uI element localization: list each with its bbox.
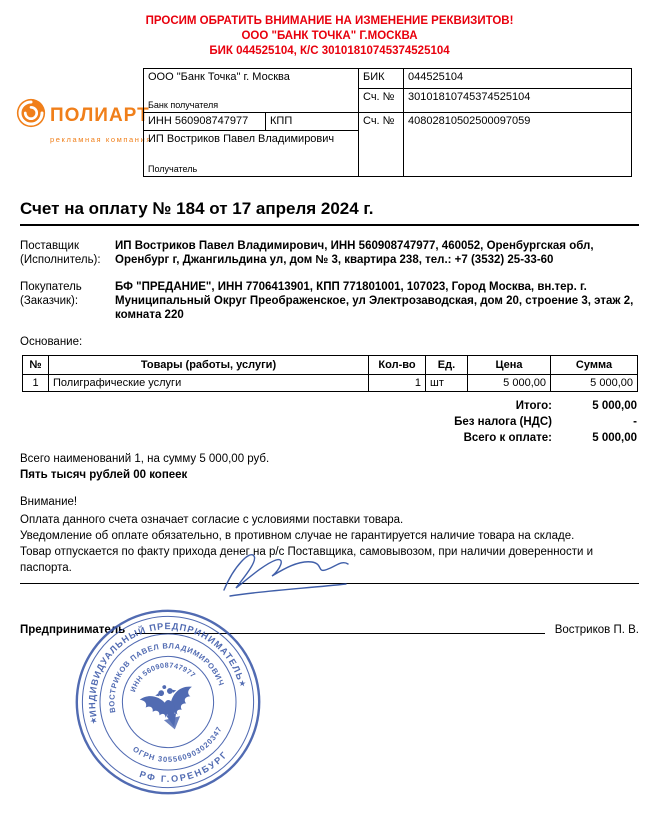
items-count-line: Всего наименований 1, на сумму 5 000,00 руб. — [20, 453, 270, 465]
notice-line-3: БИК 044525104, К/С 30101810745374525104 — [209, 45, 450, 57]
notice-line-1: Оплата данного счета означает согласие с условиями поставки товара. — [20, 514, 404, 526]
requisites-change-notice — [0, 0, 659, 59]
bank-caption: Банк получателя — [148, 100, 219, 110]
kpp-label: КПП — [266, 113, 359, 131]
buyer-value: БФ "ПРЕДАНИЕ", ИНН 7706413901, КПП 771801001, 107023, Город Москва, вн.тер. г. Муниципальный Округ Преображенское, ул Электрозаводская, дом 20, строение 3, этаж 2, комната 220 — [115, 281, 634, 321]
col-unit: Ед. — [426, 356, 468, 375]
supplier-label — [20, 239, 115, 267]
items-header-row — [23, 356, 638, 375]
company-logo — [16, 68, 152, 177]
col-sum: Сумма — [551, 356, 638, 375]
notice-line-3: Товар отпускается по факту прихода денег на р/с Поставщика, самовывозом, при наличии доверенности и паспорта. — [20, 546, 594, 574]
notice-line-1: ПРОСИМ ОБРАТИТЬ ВНИМАНИЕ НА ИЗМЕНЕНИЕ РЕКВИЗИТОВ! — [145, 15, 514, 27]
total-row-vsego — [22, 430, 637, 446]
buyer-label-line1: Покупатель — [20, 281, 82, 293]
invoice-title: Счет на оплату № 184 от 17 апреля 2024 г. — [20, 199, 374, 218]
items-table — [22, 355, 638, 392]
bank-requisites-table — [143, 68, 632, 177]
col-price: Цена — [468, 356, 551, 375]
cell-price: 5 000,00 — [468, 375, 551, 392]
stamp-text-individual-entrepreneur: ИНДИВИДУАЛЬНЫЙ ПРЕДПРИНИМАТЕЛЬ — [87, 621, 246, 718]
account-value: 40802810502500097059 — [404, 113, 632, 177]
supplier-block — [20, 239, 639, 267]
recipient-caption: Получатель — [148, 164, 198, 174]
totals-block — [22, 398, 637, 446]
stamp-text-city: РФ Г.ОРЕНБУРГ — [138, 748, 231, 785]
logo-row — [16, 98, 150, 133]
total-value: 5 000,00 — [592, 400, 637, 412]
stamp-star-right: ★ — [237, 679, 248, 688]
inn-cell: ИНН 560908747977 — [144, 113, 266, 131]
stamp-text-inn: ИНН 560908747977 — [128, 660, 198, 694]
cell-unit: шт — [426, 375, 468, 392]
title-divider — [20, 224, 639, 226]
recipient-name: ИП Востриков Павел Владимирович — [148, 133, 335, 145]
supplier-label-line1: Поставщик — [20, 240, 79, 252]
supplier-value: ИП Востриков Павел Владимирович, ИНН 560908747977, 460052, Оренбургская обл, Оренбург г, Джангильдина ул, дом № 3, квартира 238, тел.: +7 (3532) 25-33-60 — [115, 240, 594, 266]
total-label: Без налога (НДС) — [454, 416, 552, 428]
col-qty: Кол-во — [369, 356, 426, 375]
corr-account-label: Сч. № — [359, 89, 404, 113]
cell-sum: 5 000,00 — [551, 375, 638, 392]
col-number: № — [23, 356, 49, 375]
total-label: Итого: — [515, 400, 552, 412]
total-value: - — [633, 416, 637, 428]
stamp-text-owner-name: ВОСТРИКОВ ПАВЕЛ ВЛАДИМИРОВИЧ — [107, 641, 227, 714]
buyer-label — [20, 280, 115, 322]
buyer-label-line2: (Заказчик): — [20, 295, 79, 307]
items-row-1 — [23, 375, 638, 392]
col-goods: Товары (работы, услуги) — [49, 356, 369, 375]
logo-name: ПОЛИАРТ — [50, 104, 150, 126]
double-eagle-icon — [138, 679, 201, 736]
logo-subtitle: рекламная компания — [50, 135, 152, 144]
bank-name: ООО "Банк Точка" г. Москва — [148, 71, 290, 83]
notice-title: Внимание! — [20, 496, 78, 508]
supplier-label-line2: (Исполнитель): — [20, 254, 101, 266]
total-value: 5 000,00 — [592, 432, 637, 444]
stamp-star-left: ★ — [88, 716, 99, 725]
cell-payee-bank — [144, 69, 359, 113]
total-row-nds — [22, 414, 637, 430]
cell-number: 1 — [23, 375, 49, 392]
account-label: Сч. № — [359, 113, 404, 177]
logo-swirl-icon — [16, 98, 46, 133]
cell-recipient — [144, 131, 359, 177]
signer-name: Востриков П. В. — [554, 624, 639, 636]
cell-goods: Полиграфические услуги — [49, 375, 369, 392]
amount-in-words: Пять тысяч рублей 00 копеек — [20, 469, 188, 481]
notice-line-2: Уведомление об оплате обязательно, в противном случае не гарантируется наличие товара на складе. — [20, 530, 575, 542]
bik-label: БИК — [359, 69, 404, 89]
corr-account-value: 30101810745374525104 — [404, 89, 632, 113]
stamp-text-ogrn: ОГРН 305560903020347 — [131, 724, 224, 765]
basis-label: Основание: — [20, 336, 83, 348]
bank-details-section — [16, 68, 632, 177]
total-row-itogo — [22, 398, 637, 414]
buyer-block — [20, 280, 639, 322]
notice-line-2: ООО "БАНК ТОЧКА" Г.МОСКВА — [241, 30, 418, 42]
bik-value: 044525104 — [404, 69, 632, 89]
signer-role: Предприниматель — [20, 624, 126, 636]
total-label: Всего к оплате: — [463, 432, 552, 444]
cell-qty: 1 — [369, 375, 426, 392]
